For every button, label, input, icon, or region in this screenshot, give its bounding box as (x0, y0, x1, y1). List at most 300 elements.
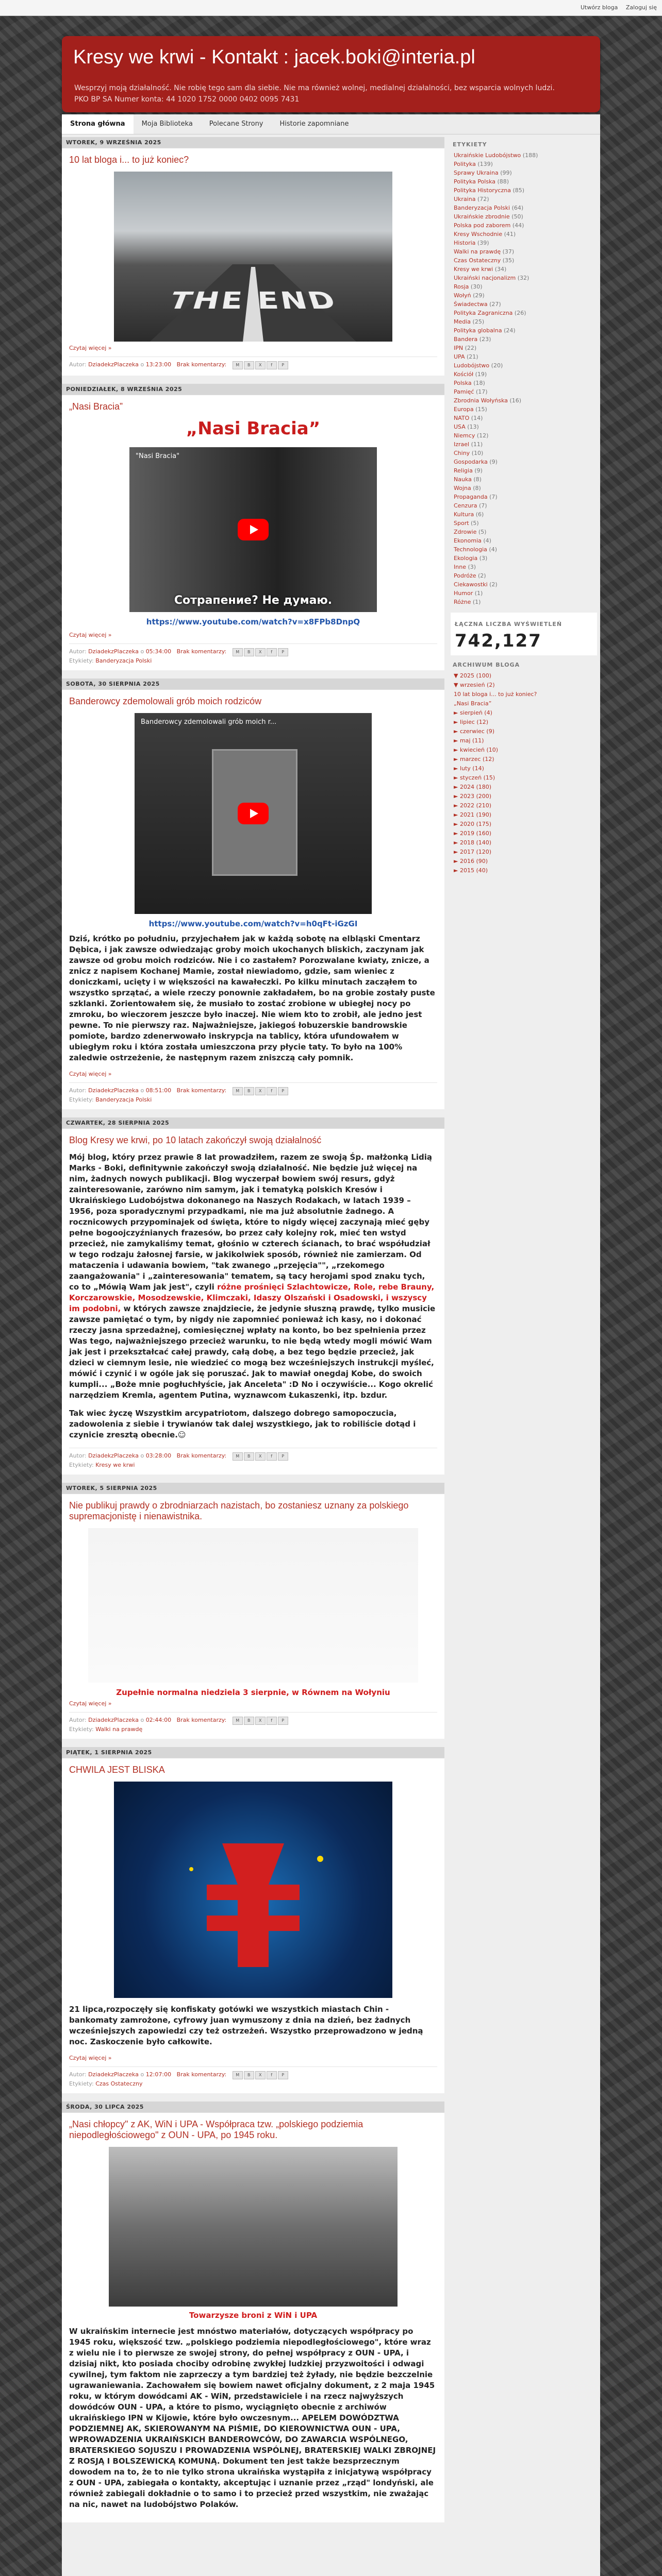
label-name[interactable]: Religia (454, 467, 475, 474)
label-name[interactable]: Ekonomia (454, 537, 484, 544)
label-name[interactable]: Sport (454, 520, 471, 527)
label-name[interactable]: Propaganda (454, 494, 490, 500)
author-link[interactable]: DziadekzPlaczeka (88, 361, 139, 368)
tags-label: Etykiety: (69, 657, 94, 664)
label-name[interactable]: Kresy we krwi (454, 266, 495, 273)
label-link[interactable] (454, 571, 594, 580)
post-time-link[interactable]: 08:51:00 (145, 1087, 172, 1094)
label-link[interactable] (454, 151, 594, 160)
date-header: PIĄTEK, 1 SIERPNIA 2025 (62, 1747, 444, 1758)
author-link[interactable]: DziadekzPlaczeka (88, 1452, 139, 1459)
archive-item[interactable]: ► 2018 (140) (454, 839, 492, 846)
comments-link[interactable]: Brak komentarzy: (176, 1087, 227, 1094)
post-footer: Autor: DziadekzPlaczeka o 12:07:00 Brak komentarzy: M B X f P Etykiety: Czas Ostateczny (69, 2066, 437, 2087)
archive-item[interactable]: ► 2015 (40) (454, 867, 488, 874)
archive-item[interactable]: ► sierpień (4) (454, 709, 492, 716)
label-count: (8) (473, 476, 482, 483)
label-count: (50) (511, 213, 523, 220)
image-caption: Towarzysze broni z WiN i UPA (189, 2311, 318, 2320)
blog-post (62, 148, 444, 376)
label-link[interactable] (454, 457, 594, 466)
label-name[interactable]: UPA (454, 353, 467, 360)
post-time-link[interactable]: 03:28:00 (145, 1452, 172, 1459)
youtube-link[interactable]: https://www.youtube.com/watch?v=x8FPb8DnpQ (146, 617, 360, 626)
blogthis-share-icon[interactable]: B (244, 648, 254, 656)
label-count: (1) (474, 590, 483, 597)
archive-item[interactable]: ► styczeń (15) (454, 774, 495, 781)
post-paragraph: Tak wiec życzę Wszystkim arcypatriotom, dalszego dobrego samopoczucia, zadowolenia z siebie i trywianów tak dalej wszystkiego, jak to robiliście dotąd i czynicie zresztą obecnie.☺ (69, 1409, 416, 1439)
create-blog-link[interactable]: Utwórz bloga (580, 4, 618, 11)
label-name[interactable]: Gospodarka (454, 459, 490, 465)
label-name[interactable]: Polityka (454, 161, 478, 167)
label-link[interactable] (454, 239, 594, 247)
blog-post (62, 395, 444, 670)
archive-item[interactable]: ► 2020 (175) (454, 821, 492, 827)
label-link[interactable] (454, 335, 594, 344)
x-share-icon[interactable]: X (255, 361, 266, 369)
label-count: (25) (472, 318, 485, 325)
label-name[interactable]: Ekologia (454, 555, 479, 562)
post-time-link[interactable]: 13:23:00 (145, 361, 172, 368)
post-time-link[interactable]: 12:07:00 (145, 2071, 172, 2078)
label-link[interactable] (454, 589, 594, 598)
label-link[interactable] (454, 300, 594, 309)
label-link[interactable] (454, 344, 594, 352)
label-count: (16) (509, 397, 522, 404)
label-count: (9) (474, 467, 483, 474)
archive-item[interactable]: ► marzec (12) (454, 756, 494, 762)
blog-post (62, 689, 444, 1109)
tab-library[interactable]: Moja Biblioteka (141, 120, 193, 128)
label-name[interactable]: Wołyń (454, 292, 473, 299)
label-count: (2) (478, 572, 486, 579)
share-buttons (233, 1087, 289, 1095)
x-share-icon[interactable]: X (255, 648, 266, 656)
post-image-road[interactable] (114, 172, 392, 342)
archive-item[interactable]: ► kwiecień (10) (454, 747, 499, 753)
label-name[interactable]: Technologia (454, 546, 489, 553)
archive-item[interactable]: ► 2022 (210) (454, 802, 492, 809)
comments-link[interactable]: Brak komentarzy: (176, 648, 227, 655)
label-name[interactable]: Izrael (454, 441, 471, 448)
archive-item[interactable]: 10 lat bloga i... to już koniec? (454, 691, 537, 698)
archive-item[interactable]: ► lipiec (12) (454, 719, 488, 725)
label-name[interactable]: Kościół (454, 371, 475, 378)
label-count: (14) (471, 415, 483, 421)
label-link[interactable] (454, 484, 594, 493)
blog-description: Wesprzyj moją działalność. Nie robię tego sam dla siebie. Nie ma również wolnej, medialnej działalności, bez wsparcia wolnych ludzi. PKO BP SA Numer konta: 44 1020 1752 0000 0402 0095 7431 (74, 84, 555, 104)
blog-header (62, 36, 600, 112)
label-name[interactable]: Kultura (454, 511, 476, 518)
read-more-link[interactable]: Czytaj więcej » (69, 345, 112, 351)
label-link[interactable] (454, 352, 594, 361)
label-link[interactable] (454, 501, 594, 510)
tag-link[interactable]: Banderyzacja Polski (95, 657, 152, 664)
post-paragraph (69, 1152, 437, 1401)
pinterest-share-icon[interactable]: P (278, 1717, 288, 1725)
label-link[interactable] (454, 396, 594, 405)
facebook-share-icon[interactable]: f (267, 648, 277, 656)
pinterest-share-icon[interactable]: P (278, 1087, 288, 1095)
post-title[interactable]: Blog Kresy we krwi, po 10 latach zakończył swoją działalność (69, 1135, 322, 1145)
tab-recommended[interactable]: Polecane Strony (209, 120, 263, 128)
pageview-counter (451, 613, 597, 655)
label-link[interactable] (454, 291, 594, 300)
post-title[interactable]: „Nasi chłopcy" z AK, WiN i UPA - Współpraca tzw. „polskiego podziemia niepodległościowego" z OUN - UPA, po 1945 roku. (69, 2119, 363, 2140)
label-link[interactable] (454, 493, 594, 501)
pinterest-share-icon[interactable]: P (278, 648, 288, 656)
label-link[interactable] (454, 168, 594, 177)
date-header: CZWARTEK, 28 SIERPNIA 2025 (62, 1117, 444, 1128)
email-share-icon[interactable]: M (233, 1452, 243, 1461)
label-count: (12) (476, 432, 489, 439)
counter-value: 742,127 (455, 631, 542, 651)
author-link[interactable]: DziadekzPlaczeka (88, 648, 139, 655)
author-link[interactable]: DziadekzPlaczeka (88, 1717, 139, 1723)
label-name[interactable]: Niemcy (454, 432, 477, 439)
post-footer: Autor: DziadekzPlaczeka o 02:44:00 Brak komentarzy: M B X f P Etykiety: Walki na prawdę (69, 1712, 437, 1733)
date-header: ŚRODA, 30 LIPCA 2025 (62, 2102, 444, 2112)
label-link[interactable] (454, 177, 594, 186)
post-footer: Autor: DziadekzPlaczeka o 13:23:00 Brak komentarzy: M B X f P (69, 357, 437, 369)
label-link[interactable] (454, 317, 594, 326)
label-link[interactable] (454, 230, 594, 239)
label-link[interactable] (454, 387, 594, 396)
label-name[interactable]: Chiny (454, 450, 472, 456)
main-column (62, 137, 444, 2531)
archive-item[interactable]: ► 2016 (90) (454, 858, 488, 865)
label-link[interactable] (454, 282, 594, 291)
x-share-icon[interactable]: X (255, 1452, 266, 1461)
date-header: WTOREK, 5 SIERPNIA 2025 (62, 1483, 444, 1494)
archive-item[interactable]: ► 2021 (190) (454, 811, 492, 818)
label-name[interactable]: Ludobójstwo (454, 362, 491, 369)
email-share-icon[interactable]: M (233, 361, 243, 369)
label-name[interactable]: Rosja (454, 283, 471, 290)
label-count: (88) (497, 178, 509, 185)
archive-list (451, 671, 597, 875)
label-link[interactable] (454, 440, 594, 449)
label-count: (64) (511, 205, 524, 211)
blog-post (62, 1758, 444, 2093)
read-more-link[interactable]: Czytaj więcej » (69, 632, 112, 638)
label-count: (19) (475, 371, 487, 378)
label-link[interactable] (454, 414, 594, 422)
label-link[interactable] (454, 422, 594, 431)
label-count: (72) (477, 196, 489, 202)
author-link[interactable]: DziadekzPlaczeka (88, 1087, 139, 1094)
post-paragraph: Dziś, krótko po południu, przyjechałem jak w każdą sobotę na elbląski Cmentarz Dębica, i jak zawsze odwiedzając groby moich ukochanych bliskich, zaczynam jak zawsze od grobu moich rodziców. Nie i co zastałem? Porozwalane kwiaty, znicze, a znicz z napisem Kochanej Mamie, został niewiadomo, gdzie, sam wieniec z doniczkami, ucięty i w większości na kawałeczki. Po kilku minutach zacząłem to wszystko sprzątać, a wiele rzeczy ponownie zakładałem, bo na grobie zostały puste szklanki. Zorientowałem się, że musiało to zostać zrobione w ubiegłej nocy po zmroku, bo wieczorem jeszcze było inaczej. Nie wiem kto to zrobił, ale jedno jest pewne. To nie pierwszy raz. Najważniejsze, jakiegoś łobuzerskie bandrowskie pomiote, bardzo zdenerwowało inskrypcja na tablicy, która ufundowałem w ubiegłym roku i która została umieszczona przy płycie taty. To było na 100% zaledwie ostrzeżenie, że następnym razem zniszczą cały pomnik. (69, 934, 435, 1062)
label-name[interactable]: Polityka globalna (454, 327, 504, 334)
label-name[interactable]: Cenzura (454, 502, 479, 509)
label-link[interactable] (454, 405, 594, 414)
label-link[interactable] (454, 449, 594, 457)
facebook-share-icon[interactable]: f (267, 2071, 277, 2079)
label-link[interactable] (454, 256, 594, 265)
date-header: SOBOTA, 30 SIERPNIA 2025 (62, 679, 444, 689)
x-share-icon[interactable]: X (255, 2071, 266, 2079)
label-count: (37) (502, 248, 515, 255)
label-link[interactable] (454, 598, 594, 606)
author-label: Autor: (69, 648, 87, 655)
label-count: (139) (477, 161, 493, 167)
label-count: (21) (467, 353, 478, 360)
blogthis-share-icon[interactable]: B (244, 2071, 254, 2079)
post-image-landscape[interactable] (88, 1528, 418, 1683)
author-label: Autor: (69, 361, 87, 368)
label-name[interactable]: Ukraińskie zbrodnie (454, 213, 512, 220)
pinterest-share-icon[interactable]: P (278, 2071, 288, 2079)
label-name[interactable]: Zdrowie (454, 529, 478, 535)
blogthis-share-icon[interactable]: B (244, 1717, 254, 1725)
youtube-link[interactable]: https://www.youtube.com/watch?v=h0qFt-iGzGI (148, 919, 358, 928)
author-label: Autor: (69, 1087, 87, 1094)
tag-link[interactable]: Czas Ostateczny (95, 2080, 143, 2087)
post-footer: Autor: DziadekzPlaczeka o 08:51:00 Brak komentarzy: M B X f P Etykiety: Banderyzacja Polski (69, 1082, 437, 1103)
youtube-embed[interactable] (129, 447, 377, 612)
label-name[interactable]: Polityka Historyczna (454, 187, 513, 194)
label-name[interactable]: Historia (454, 240, 477, 246)
label-count: (32) (517, 275, 529, 281)
post-headline: „Nasi Bracia” (186, 418, 321, 439)
label-name[interactable]: Ukraiński nacjonalizm (454, 275, 518, 281)
label-link[interactable] (454, 431, 594, 440)
post-highlight-link[interactable]: Zupełnie normalna niedziela 3 sierpnie, w Równem na Wołyniu (116, 1688, 390, 1697)
tag-link[interactable]: Walki na prawdę (95, 1726, 143, 1733)
post-footer: Autor: DziadekzPlaczeka o 03:28:00 Brak komentarzy: M B X f P Etykiety: Kresy we krwi (69, 1448, 437, 1468)
label-count: (188) (522, 152, 538, 159)
comments-link[interactable]: Brak komentarzy: (176, 361, 227, 368)
label-name[interactable]: Bandera (454, 336, 479, 343)
blog-post (62, 2112, 444, 2522)
facebook-share-icon[interactable]: f (267, 1087, 277, 1095)
post-image-yuan[interactable] (114, 1782, 392, 1998)
label-link[interactable] (454, 186, 594, 195)
label-name[interactable]: Sprawy Ukraina (454, 170, 501, 176)
read-more-link[interactable]: Czytaj więcej » (69, 1700, 112, 1707)
tags-label: Etykiety: (69, 1096, 94, 1103)
label-name[interactable]: Świadectwa (454, 301, 490, 308)
post-body (69, 934, 437, 1063)
label-count: (4) (489, 546, 497, 553)
label-name[interactable]: Kresy Wschodnie (454, 231, 504, 238)
author-label: Autor: (69, 1452, 87, 1459)
label-count: (2) (489, 581, 498, 588)
label-name[interactable]: Nauka (454, 476, 474, 483)
label-link[interactable] (454, 160, 594, 168)
read-more-link[interactable]: Czytaj więcej » (69, 2055, 112, 2061)
post-body (69, 2326, 437, 2510)
x-share-icon[interactable]: X (255, 1717, 266, 1725)
label-name[interactable]: NATO (454, 415, 471, 421)
post-title[interactable]: Banderowcy zdemolowali grób moich rodziców (69, 696, 262, 706)
facebook-share-icon[interactable]: f (267, 361, 277, 369)
label-count: (99) (500, 170, 512, 176)
label-link[interactable] (454, 221, 594, 230)
blogthis-share-icon[interactable]: B (244, 1087, 254, 1095)
label-name[interactable]: Walki na prawdę (454, 248, 503, 255)
label-count: (4) (483, 537, 491, 544)
label-name[interactable]: IPN (454, 345, 465, 351)
label-count: (6) (475, 511, 484, 518)
label-count: (41) (504, 231, 516, 238)
label-link[interactable] (454, 519, 594, 528)
label-link[interactable] (454, 247, 594, 256)
label-name[interactable]: Inne (454, 564, 468, 570)
youtube-embed[interactable] (135, 713, 372, 914)
pinterest-share-icon[interactable]: P (278, 361, 288, 369)
label-name[interactable]: Polityka Polska (454, 178, 498, 185)
label-link[interactable] (454, 195, 594, 204)
label-link[interactable] (454, 379, 594, 387)
label-count: (7) (478, 502, 487, 509)
label-name[interactable]: Polityka Zagraniczna (454, 310, 515, 316)
label-link[interactable] (454, 204, 594, 212)
label-name[interactable]: Zbrodnia Wołyńska (454, 397, 510, 404)
post-paragraph: 21 lipca,rozpoczęły się konfiskaty gotówki we wszystkich miastach Chin - bankomaty zamrożone, cyfrowy juan wymuszony z dnia na dzień, bez żadnych wcześniejszych zapowiedzi czy też ostrzeżeń. Wszystko przeprowadzono w jedną noc. Zaskoczenie było całkowite. (69, 2005, 423, 2046)
label-name[interactable]: Ukraina (454, 196, 477, 202)
label-count: (29) (473, 292, 485, 299)
label-link[interactable] (454, 475, 594, 484)
post-image-photo[interactable] (109, 2147, 398, 2307)
archive-item[interactable]: ► maj (11) (454, 737, 484, 744)
play-button-icon[interactable] (238, 519, 269, 540)
label-link[interactable] (454, 528, 594, 536)
date-header: PONIEDZIAŁEK, 8 WRZEŚNIA 2025 (62, 384, 444, 395)
archive-item[interactable]: ► 2019 (160) (454, 830, 492, 837)
label-name[interactable]: USA (454, 423, 468, 430)
label-count: (44) (512, 222, 524, 229)
label-name[interactable]: Pamięć (454, 388, 476, 395)
tab-forgotten-stories[interactable]: Historie zapomniane (279, 120, 349, 128)
tag-link[interactable]: Kresy we krwi (95, 1462, 135, 1468)
label-link[interactable] (454, 309, 594, 317)
archive-item[interactable]: ▼ 2025 (100) (454, 672, 492, 679)
label-link[interactable] (454, 361, 594, 370)
label-link[interactable] (454, 510, 594, 519)
email-share-icon[interactable]: M (233, 648, 243, 656)
tags-label: Etykiety: (69, 1462, 94, 1468)
label-count: (34) (494, 266, 507, 273)
play-button-icon[interactable] (238, 803, 269, 824)
label-count: (27) (489, 301, 501, 308)
post-title[interactable]: „Nasi Bracia” (69, 401, 123, 412)
share-buttons (233, 361, 289, 369)
label-name[interactable]: Podróże (454, 572, 478, 579)
label-link[interactable] (454, 545, 594, 554)
tab-home[interactable]: Strona główna (62, 114, 134, 134)
label-count: (22) (465, 345, 477, 351)
label-link[interactable] (454, 554, 594, 563)
comments-link[interactable]: Brak komentarzy: (176, 2071, 227, 2078)
archive-item[interactable]: ► 2024 (180) (454, 784, 492, 790)
post-title[interactable]: CHWILA JEST BLISKA (69, 1765, 165, 1775)
author-label: Autor: (69, 2071, 87, 2078)
label-name[interactable]: Polska (454, 380, 474, 386)
label-link[interactable] (454, 466, 594, 475)
share-buttons (233, 1452, 289, 1461)
label-count: (18) (473, 380, 485, 386)
post-time-link[interactable]: 02:44:00 (145, 1717, 172, 1723)
label-name[interactable]: Wojna (454, 485, 473, 492)
read-more-link[interactable]: Czytaj więcej » (69, 1071, 112, 1077)
post-text-highlight: różne prośnięci Szlachtowicze, Role, rebe Brauny, Korczarowskie, Mosodzewskie, Klimczaki, Idaszy Olszański i Osadowski, i wszyscy im podobni, (69, 1282, 435, 1313)
blogthis-share-icon[interactable]: B (244, 1452, 254, 1461)
label-link[interactable] (454, 580, 594, 589)
author-link[interactable]: DziadekzPlaczeka (88, 2071, 139, 2078)
tags-label: Etykiety: (69, 1726, 94, 1733)
post-body (69, 2004, 437, 2047)
content-wrapper (62, 114, 600, 2576)
post-time-link[interactable]: 05:34:00 (145, 648, 172, 655)
label-name[interactable]: Banderyzacja Polski (454, 205, 512, 211)
label-link[interactable] (454, 265, 594, 274)
label-name[interactable]: Ciekawostki (454, 581, 490, 588)
label-name[interactable]: Czas Ostateczny (454, 257, 503, 264)
label-name[interactable]: Polska pod zaborem (454, 222, 512, 229)
label-link[interactable] (454, 536, 594, 545)
post-paragraph: W ukraińskim internecie jest mnóstwo materiałów, dotyczących współpracy po 1945 roku, większość tzw. „polskiego podziemia niepodległościowego", które wraz z wielu nie i to pierwsze ze swojej strony, do pełnej współpracy z OUN - UPA, i dzisiaj nikt, kto posiada chociby odrobinę zwykłej ludzkiej przyzwoitości i odwagi cywilnej, tym faktom nie zaprzeczy a tym bardziej też żyłady, nie będzie bezczelnie ugrawaniewania. Zachowałem się bowiem nawet oficjalny dokument, z 2 maja 1945 roku, w którym dowódcami AK - WiN, przedstawiciele i na rzecz najwyższych dowódców OUN - UPA, a które to pismo, wyciągnięto obecnie z archiwów ukraińskiego IPN w Kijowie, które było owczesnym... APELEM DOWÓDZTWA PODZIEMNEJ AK, SKIEROWANYM NA PIŚMIE, DO KIEROWNICTWA OUN - UPA, WPROWADZENIA UKRAIŃSKICH BANDEROWCÓW, DO ZAWARCIA WSPÓLNEGO, BRATERSKIEGO SOJUSZU I PROWADZENIA WSPÓLNEJ, BRATERSKIEJ WALKI ZBROJNEJ Z ROSJĄ I BOLSZEWICKĄ KOMUNĄ. Dokument ten jest także bezsprzecznym dowodem na to, że to nie tylko strona ukraińska wystąpiła z inicjatywą współpracy z OUN - UPA, zabiegała o kontakty, akceptując i uznanie przez „rząd" londyński, ale również zabiegali dokładnie o to samo i to przecież przed wszystkim, nie zważając na nic, nawet na ludobójstwo Polaków. (69, 2327, 436, 2509)
comments-link[interactable]: Brak komentarzy: (176, 1452, 227, 1459)
archive-item[interactable]: „Nasi Bracia” (454, 700, 492, 707)
archive-item[interactable]: ► luty (14) (454, 765, 484, 772)
labels-list (451, 151, 597, 606)
counter-title: ŁĄCZNA LICZBA WYŚWIETLEŃ (455, 621, 562, 628)
label-name[interactable]: Humor (454, 590, 475, 597)
comments-link[interactable]: Brak komentarzy: (176, 1717, 227, 1723)
label-name[interactable]: Ukraińskie Ludobójstwo (454, 152, 523, 159)
blog-post (62, 1494, 444, 1739)
archive-item[interactable]: ► czerwiec (9) (454, 728, 495, 735)
label-count: (17) (475, 388, 488, 395)
post-title[interactable]: Nie publikuj prawdy o zbrodniarzach nazistach, bo zostaniesz uznany za polskiego supremacjonistę i nienawistnika. (69, 1500, 409, 1521)
label-link[interactable] (454, 370, 594, 379)
label-name[interactable]: Różne (454, 599, 473, 605)
video-title: "Nasi Bracia" (136, 452, 180, 460)
label-count: (7) (489, 494, 498, 500)
label-count: (9) (489, 459, 498, 465)
email-share-icon[interactable]: M (233, 1717, 243, 1725)
label-link[interactable] (454, 563, 594, 571)
facebook-share-icon[interactable]: f (267, 1452, 277, 1461)
facebook-share-icon[interactable]: f (267, 1717, 277, 1725)
page-tabs (62, 114, 600, 134)
author-label: Autor: (69, 1717, 87, 1723)
archive-item[interactable]: ▼ wrzesień (2) (454, 682, 495, 688)
label-name[interactable]: Media (454, 318, 473, 325)
label-link[interactable] (454, 212, 594, 221)
blogthis-share-icon[interactable]: B (244, 361, 254, 369)
label-name[interactable]: Europa (454, 406, 476, 413)
email-share-icon[interactable]: M (233, 1087, 243, 1095)
label-link[interactable] (454, 274, 594, 282)
x-share-icon[interactable]: X (255, 1087, 266, 1095)
tag-link[interactable]: Banderyzacja Polski (95, 1096, 152, 1103)
label-link[interactable] (454, 326, 594, 335)
archive-item[interactable]: ► 2017 (120) (454, 849, 492, 855)
blogger-navbar (0, 0, 662, 16)
archive-item[interactable]: ► 2023 (200) (454, 793, 492, 800)
blog-post (62, 1128, 444, 1475)
pinterest-share-icon[interactable]: P (278, 1452, 288, 1461)
post-title[interactable]: 10 lat bloga i... to już koniec? (69, 155, 189, 165)
label-count: (20) (491, 362, 503, 369)
blog-title[interactable]: Kresy we krwi - Kontakt : jacek.boki@interia.pl (73, 46, 475, 68)
sign-in-link[interactable]: Zaloguj się (625, 4, 657, 11)
label-count: (3) (479, 555, 488, 562)
email-share-icon[interactable]: M (233, 2071, 243, 2079)
label-count: (5) (471, 520, 479, 527)
